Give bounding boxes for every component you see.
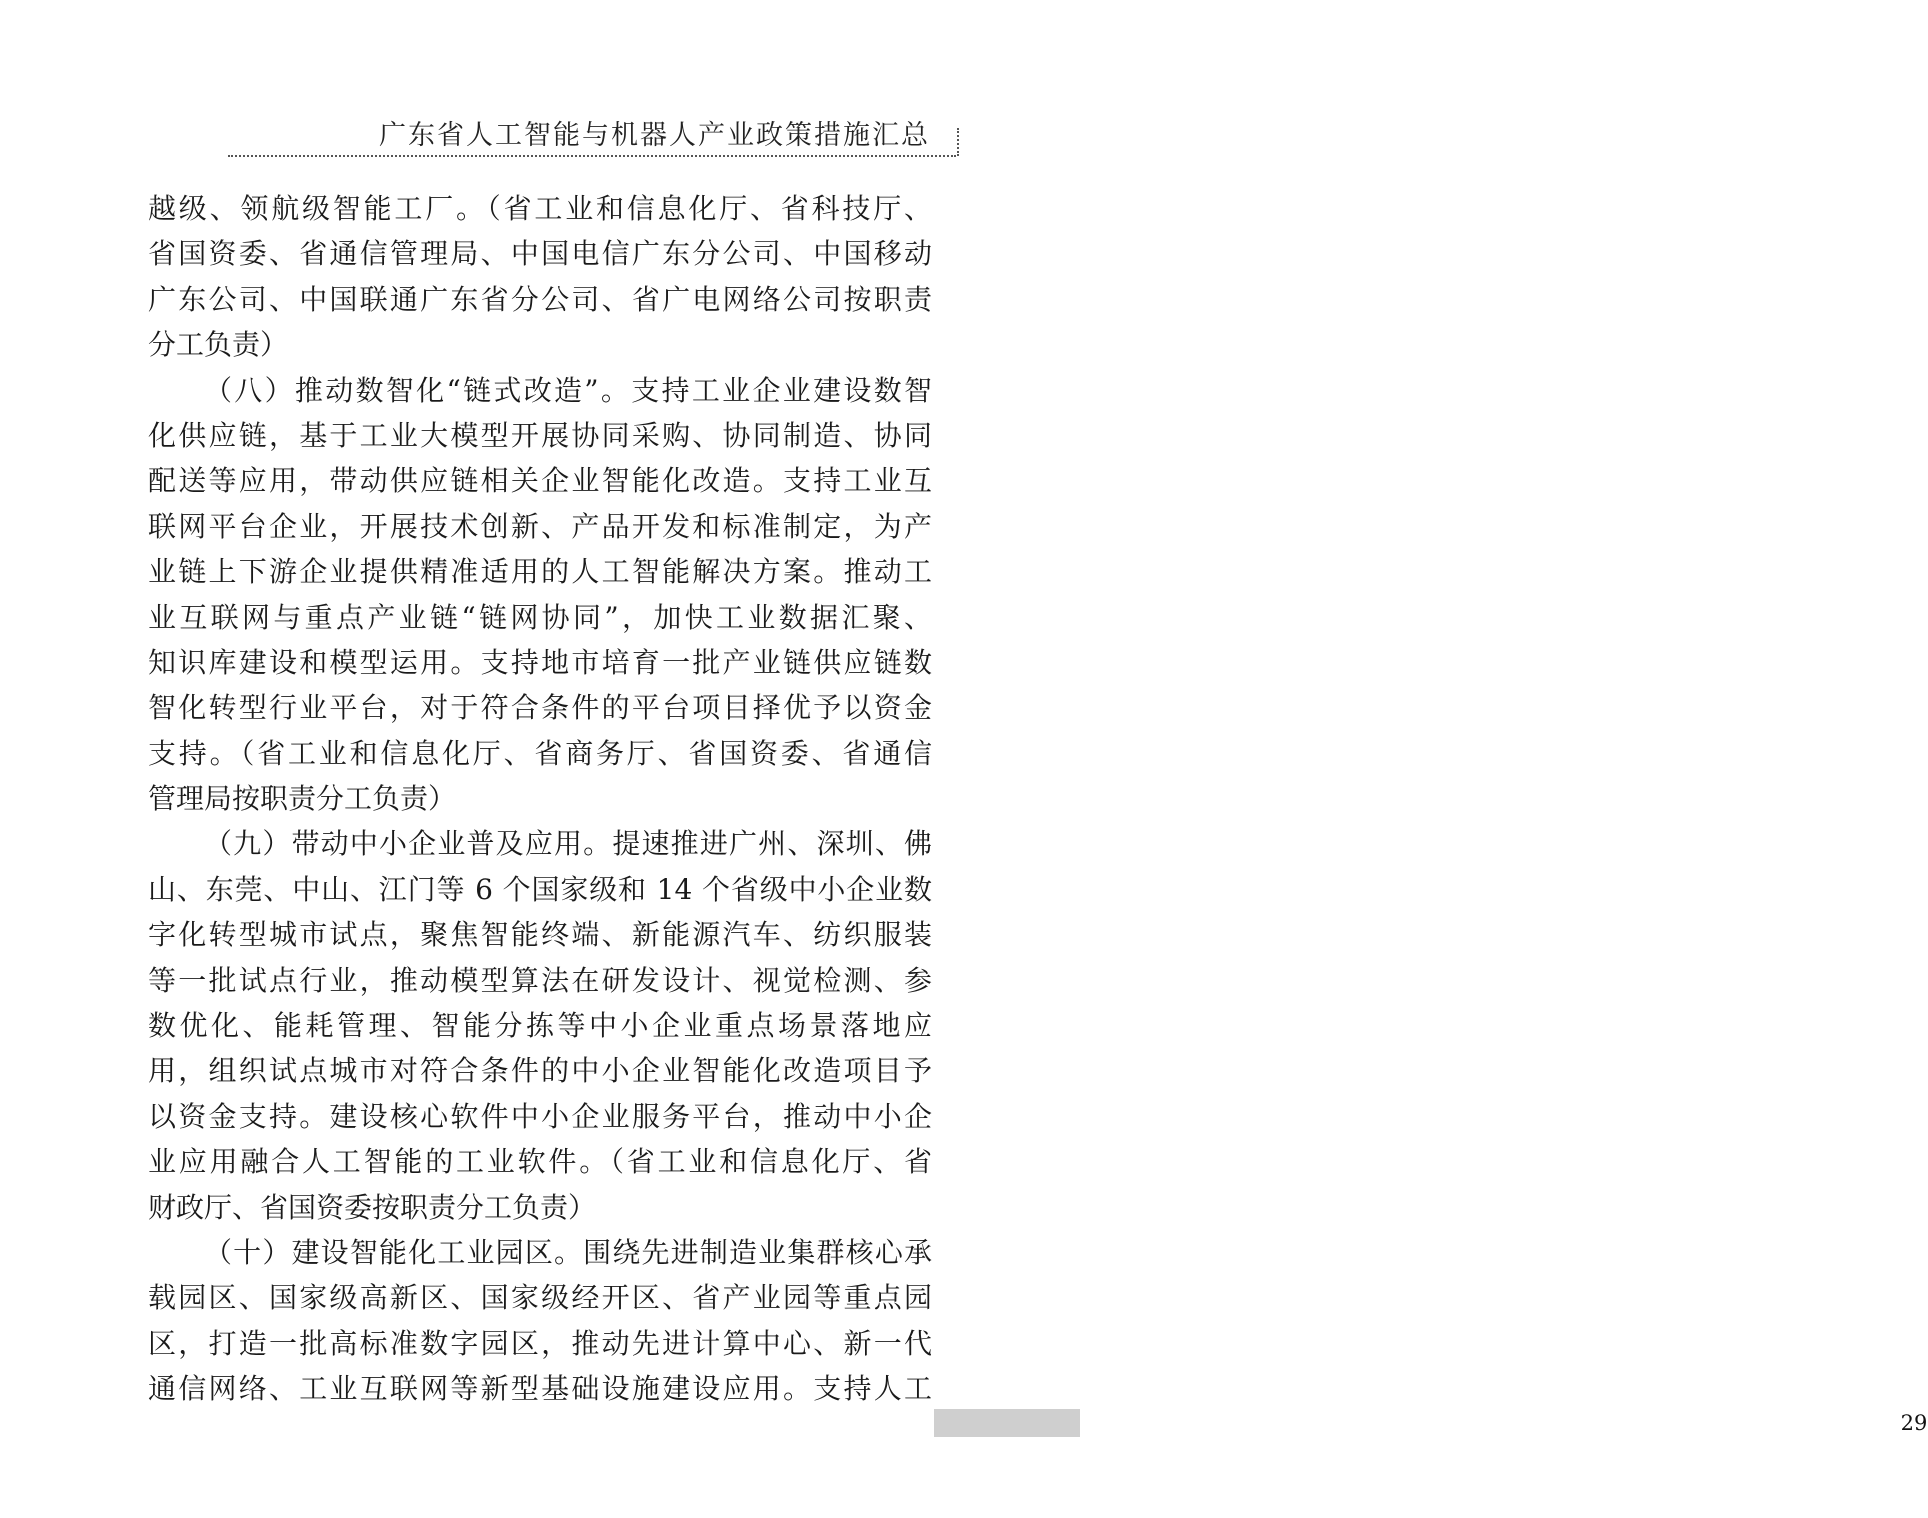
- text-line: 分工负责）: [148, 328, 289, 362]
- running-header-title: 广东省人工智能与机器人产业政策措施汇总: [379, 120, 930, 151]
- text-line: 支持。（省工业和信息化厅、省商务厅、省国资委、省通信: [148, 736, 932, 770]
- text-line: 业链上下游企业提供精准适用的人工智能解决方案。推动工: [148, 555, 932, 589]
- text-line: 山、东莞、中山、江门等 6 个国家级和 14 个省级中小企业数: [148, 872, 932, 906]
- text-line: 化供应链，基于工业大模型开展协同采购、协同制造、协同: [148, 418, 932, 452]
- text-line: 业互联网与重点产业链“链网协同”，加快工业数据汇聚、: [148, 600, 932, 634]
- text-line: 配送等应用，带动供应链相关企业智能化改造。支持工业互: [148, 464, 932, 498]
- text-line: 区，打造一批高标准数字园区，推动先进计算中心、新一代: [148, 1326, 932, 1360]
- text-line: 管理局按职责分工负责）: [148, 782, 457, 816]
- text-line: 数优化、能耗管理、智能分拣等中小企业重点场景落地应: [148, 1009, 932, 1043]
- text-line: 载园区、国家级高新区、国家级经开区、省产业园等重点园: [148, 1281, 932, 1315]
- text-line: 越级、领航级智能工厂。（省工业和信息化厅、省科技厅、: [148, 192, 932, 225]
- section-heading-line: （九）带动中小企业普及应用。提速推进广州、深圳、佛: [204, 827, 932, 861]
- section-heading-line: （八）推动数智化“链式改造”。支持工业企业建设数智: [204, 373, 932, 407]
- text-line: 用，组织试点城市对符合条件的中小企业智能化改造项目予: [148, 1054, 932, 1088]
- text-line: 智化转型行业平台，对于符合条件的平台项目择优予以资金: [148, 691, 932, 725]
- text-line: 业应用融合人工智能的工业软件。（省工业和信息化厅、省: [148, 1145, 932, 1179]
- text-line: 通信网络、工业互联网等新型基础设施建设应用。支持人工: [148, 1372, 932, 1406]
- text-line: 等一批试点行业，推动模型算法在研发设计、视觉检测、参: [148, 963, 932, 997]
- text-line: 知识库建设和模型运用。支持地市培育一批产业链供应链数: [148, 645, 932, 679]
- text-line: 省国资委、省通信管理局、中国电信广东分公司、中国移动: [148, 237, 932, 271]
- page-number: 29: [1900, 1411, 1928, 1435]
- text-line: 财政厅、省国资委按职责分工负责）: [148, 1190, 597, 1224]
- text-line: 字化转型城市试点，聚焦智能终端、新能源汽车、纺织服装: [148, 918, 932, 952]
- text-line: 以资金支持。建设核心软件中小企业服务平台，推动中小企: [148, 1099, 932, 1133]
- header-divider: [228, 155, 956, 157]
- text-line: 联网平台企业，开展技术创新、产品开发和标准制定，为产: [148, 509, 932, 543]
- body-text: [148, 186, 932, 1412]
- text-line: 广东公司、中国联通广东省分公司、省广电网络公司按职责: [148, 282, 932, 316]
- section-heading-line: （十）建设智能化工业园区。围绕先进制造业集群核心承: [204, 1235, 932, 1269]
- header-divider-tick: [957, 128, 959, 156]
- page-number-tab: [934, 1409, 1928, 1437]
